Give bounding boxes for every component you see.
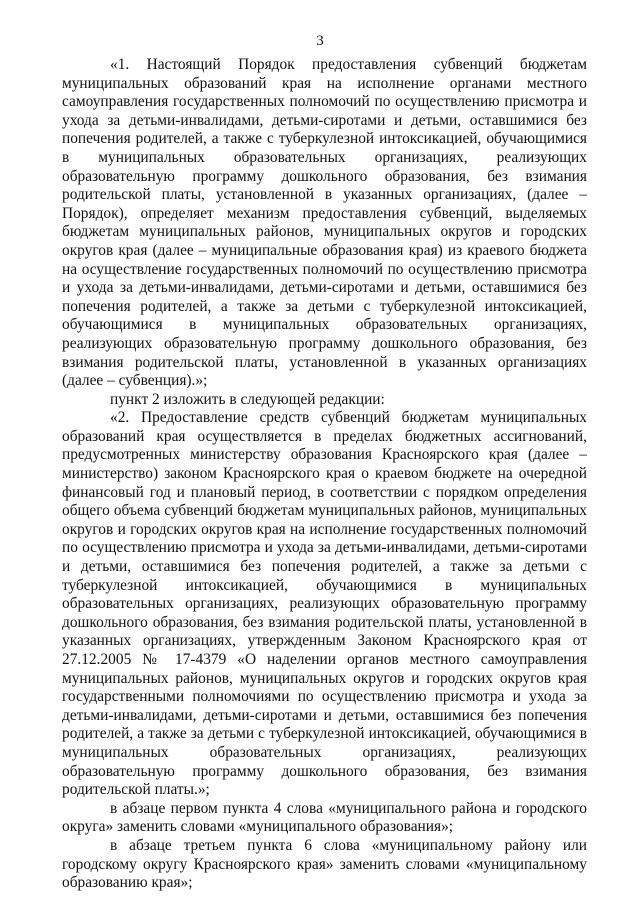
paragraph-amendment-point-6: в абзаце третьем пункта 6 слова «муниципальному району или городскому округу Красноярского края» заменить словами «муниципальному образованию края»; bbox=[62, 836, 587, 892]
document-body bbox=[62, 56, 587, 893]
page-number: 3 bbox=[316, 33, 324, 49]
paragraph-amendment-point-4: в абзаце первом пункта 4 слова «муниципального района и городского округа» заменить словами «муниципального образования»; bbox=[62, 799, 587, 836]
paragraph-procedure-clause-2: «2. Предоставление средств субвенций бюджетам муниципальных образований края осуществляется в пределах бюджетных ассигнований, предусмотренных министерству образования Красноярского края (далее – министерство) законом Красноярского края о краевом бюджете на очередной финансовый год и плановый период, в соответствии с порядком определения общего объема субвенций бюджетам муниципальных районов, муниципальных округов и городских округов края на исполнение государственных полномочий по осуществлению присмотра и ухода за детьми-инвалидами, детьми-сиротами и детьми, оставшимися без попечения родителей, а также за детьми с туберкулезной интоксикацией, обучающимися в муниципальных образовательных организациях, реализующих образовательную программу дошкольного образования, без взимания родительской платы, установленной в указанных организациях, утвержденным Законом Красноярского края от 27.12.2005 № 17-4379 «О наделении органов местного самоуправления муниципальных районов, муниципальных округов и городских округов края государственными полномочиями по осуществлению присмотра и ухода за детьми-инвалидами, детьми-сиротами и детьми, оставшимися без попечения родителей, а также за детьми с туберкулезной интоксикацией, обучающимися в муниципальных образовательных организациях, реализующих образовательную программу дошкольного образования, без взимания родительской платы.»; bbox=[62, 409, 587, 799]
paragraph-instruction-point-2: пункт 2 изложить в следующей редакции: bbox=[110, 390, 385, 408]
paragraph-procedure-clause-1: «1. Настоящий Порядок предоставления субвенций бюджетам муниципальных образований края на исполнение органами местного самоуправления государственных полномочий по осуществлению присмотра и ухода за детьми-инвалидами, детьми-сиротами и детьми, оставшимися без попечения родителей, а также с туберкулезной интоксикацией, обучающимися в муниципальных образовательных организациях, реализующих образовательную программу дошкольного образования, без взимания родительской платы, установленной в указанных организациях, (далее – Порядок), определяет механизм предоставления субвенций, выделяемых бюджетам муниципальных районов, муниципальных округов и городских округов края (далее – муниципальные образования края) из краевого бюджета на осуществление государственных полномочий по осуществлению присмотра и ухода за детьми-инвалидами, детьми-сиротами и детьми, оставшимися без попечения родителей, а также за детьми с туберкулезной интоксикацией, обучающимися в муниципальных образовательных организациях, реализующих образовательную программу дошкольного образования, без взимания родительской платы, установленной в указанных организациях (далее – субвенция).»; bbox=[62, 56, 587, 390]
